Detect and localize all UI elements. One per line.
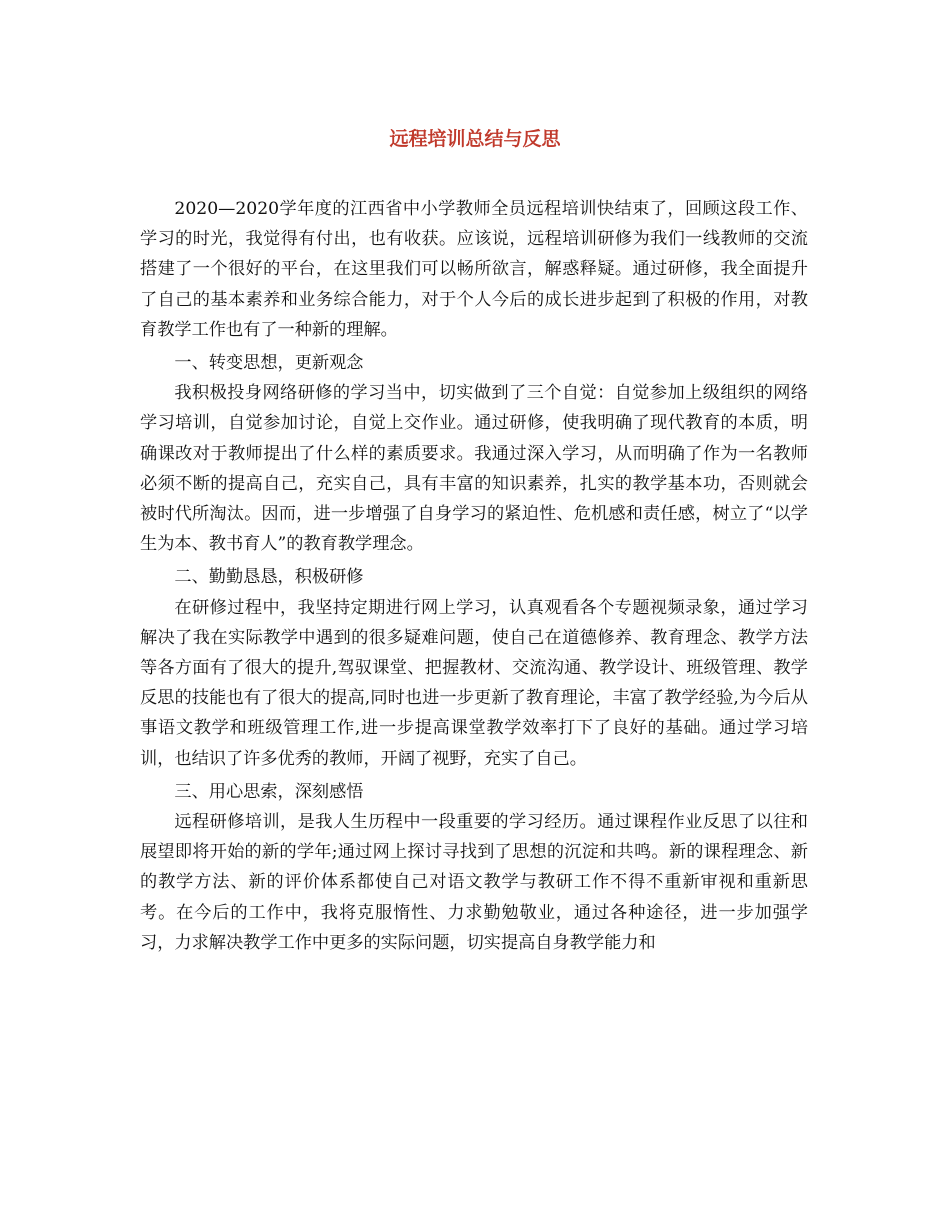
document-body — [140, 194, 808, 958]
section-2-paragraph: 在研修过程中，我坚持定期进行网上学习，认真观看各个专题视频录象，通过学习解决了我在实际教学中遇到的很多疑难问题，使自己在道德修养、教育理念、教学方法等各方面有了很大的提升,驾驭课堂、把握教材、交流沟通、教学设计、班级管理、教学反思的技能也有了很大的提高,同时也进一步更新了教育理论，丰富了教学经验,为今后从事语文教学和班级管理工作,进一步提高课堂教学效率打下了良好的基础。通过学习培训，也结识了许多优秀的教师，开阔了视野，充实了自己。 — [140, 597, 808, 769]
section-3-paragraph: 远程研修培训，是我人生历程中一段重要的学习经历。通过课程作业反思了以往和展望即将开始的新的学年;通过网上探讨寻找到了思想的沉淀和共鸣。新的课程理念、新的教学方法、新的评价体系都使自己对语文教学与教研工作不得不重新审视和重新思考。在今后的工作中，我将克服惰性、力求勤勉敬业，通过各种途径，进一步加强学习，力求解决教学工作中更多的实际问题，切实提高自身教学能力和 — [140, 812, 808, 953]
section-heading-2: 二、勤勤恳恳，积极研修 — [174, 567, 364, 588]
section-1-paragraph: 我积极投身网络研修的学习当中，切实做到了三个自觉：自觉参加上级组织的网络学习培训，自觉参加讨论，自觉上交作业。通过研修，使我明确了现代教育的本质，明确课改对于教师提出了什么样的素质要求。我通过深入学习，从而明确了作为一名教师必须不断的提高自己，充实自己，具有丰富的知识素养，扎实的教学基本功，否则就会被时代所淘汰。因而，进一步增强了自身学习的紧迫性、危机感和责任感，树立了“以学生为本、教书育人”的教育教学理念。 — [140, 383, 808, 555]
section-heading-1: 一、转变思想，更新观念 — [174, 353, 364, 374]
intro-paragraph: 2020—2020学年度的江西省中小学教师全员远程培训快结束了，回顾这段工作、学习的时光，我觉得有付出，也有收获。应该说，远程培训研修为我们一线教师的交流搭建了一个很好的平台，在这里我们可以畅所欲言，解惑释疑。通过研修，我全面提升了自己的基本素养和业务综合能力，对于个人今后的成长进步起到了积极的作用，对教育教学工作也有了一种新的理解。 — [140, 199, 808, 340]
section-heading-3: 三、用心思索，深刻感悟 — [174, 781, 364, 802]
document-title: 远程培训总结与反思 — [389, 128, 561, 150]
